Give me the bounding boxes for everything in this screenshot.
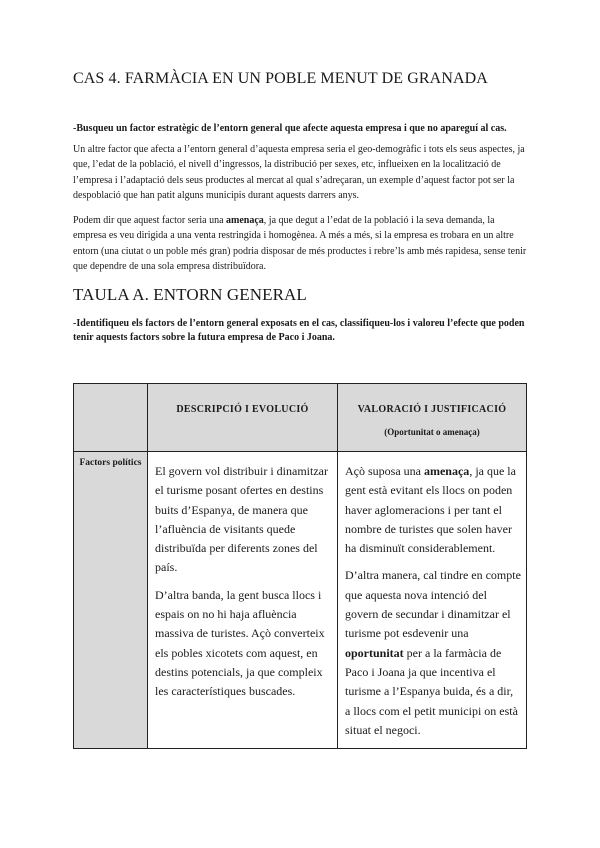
valuation-cell: [338, 452, 527, 749]
table-row: [74, 452, 527, 749]
answer-paragraph-2: Podem dir que aquest factor seria una amenaça, ja que degut a l’edat de la població i la seva demanda, la empresa es veu dirigida a una venta restringida i homogènea. A més a més, si la empresa es trobara en un altre entorn (una ciutat o un poble més gran) podria disposar de més productes i rebre’ls amb més rapidesa, sense tenir que dependre de una sola empresa distribuïdora.: [73, 214, 527, 272]
header-valuation: VALORACIÓ I JUSTIFICACIÓ (Oportunitat o amenaça): [338, 384, 527, 452]
valuation-paragraph: D’altra manera, cal tindre en compte que aquesta nova intenció del govern de secundar i dinamitzar el turisme pot esdevenir una oportunitat per a la farmàcia de Paco i Joana ja que incentiva el turisme a l’Espanya buida, és a dir, a llocs com el petit municipi on està situat el negoci.: [345, 568, 521, 737]
table-header-row: [74, 384, 527, 452]
question-2: -Identifiqueu els factors de l’entorn general exposats en el cas, classifiqueu-los i valoreu l’efecte que poden tenir aquests factors sobre la futura empresa de Paco i Joana.: [73, 317, 525, 343]
case-title: CAS 4. FARMÀCIA EN UN POBLE MENUT DE GRANADA: [73, 70, 488, 87]
section-title: TAULA A. ENTORN GENERAL: [73, 284, 307, 304]
emphasis-threat: amenaça: [423, 464, 470, 478]
description-cell: [148, 452, 338, 749]
header-empty-cell: [74, 384, 148, 452]
entorn-general-table: [73, 383, 527, 749]
header-description: DESCRIPCIÓ I EVOLUCIÓ: [148, 384, 338, 452]
question-1: -Busqueu un factor estratègic de l’entorn general que afecte aquesta empresa i que no apareguí al cas.: [73, 123, 507, 134]
row-label-political-factors: Factors polítics: [74, 452, 148, 749]
header-valuation-sub: (Oportunitat o amenaça): [384, 427, 480, 437]
description-paragraph: D’altra banda, la gent busca llocs i espais on no hi haja afluència massiva de turistes. Açò converteix els pobles xicotets com aquest, en destins potencials, ja que compleix les característiques buscades.: [155, 587, 325, 699]
emphasis-opportunity: oportunitat: [345, 645, 404, 660]
emphasis-threat: amenaça: [226, 214, 264, 226]
valuation-paragraph: Açò suposa una amenaça, ja que la gent està evitant els llocs on poden haver aglomeracions i per tant el nombre de turistes que solen haver ha disminuït considerablement.: [345, 464, 516, 556]
answer-paragraph-1: Un altre factor que afecta a l’entorn general d’aquesta empresa seria el geo-demogràfic i tots els seus aspectes, ja que, l’edat de la població, el nivell d’ingressos, la distribució per sexes, etc, influeixen en la localització de l’empresa i l’adaptació dels seus productes al mercat al qual s’adreçaran, un exemple d’aquest factor pot ser la despoblació que han patit alguns municipis durant aquests darrers anys.: [73, 143, 525, 201]
description-paragraph: El govern vol distribuir i dinamitzar el turisme posant ofertes en destins buits d’Espanya, de manera que l’afluència de visitants quede distribuïda per diferents zones del país.: [155, 464, 328, 575]
document-body: [73, 70, 530, 351]
